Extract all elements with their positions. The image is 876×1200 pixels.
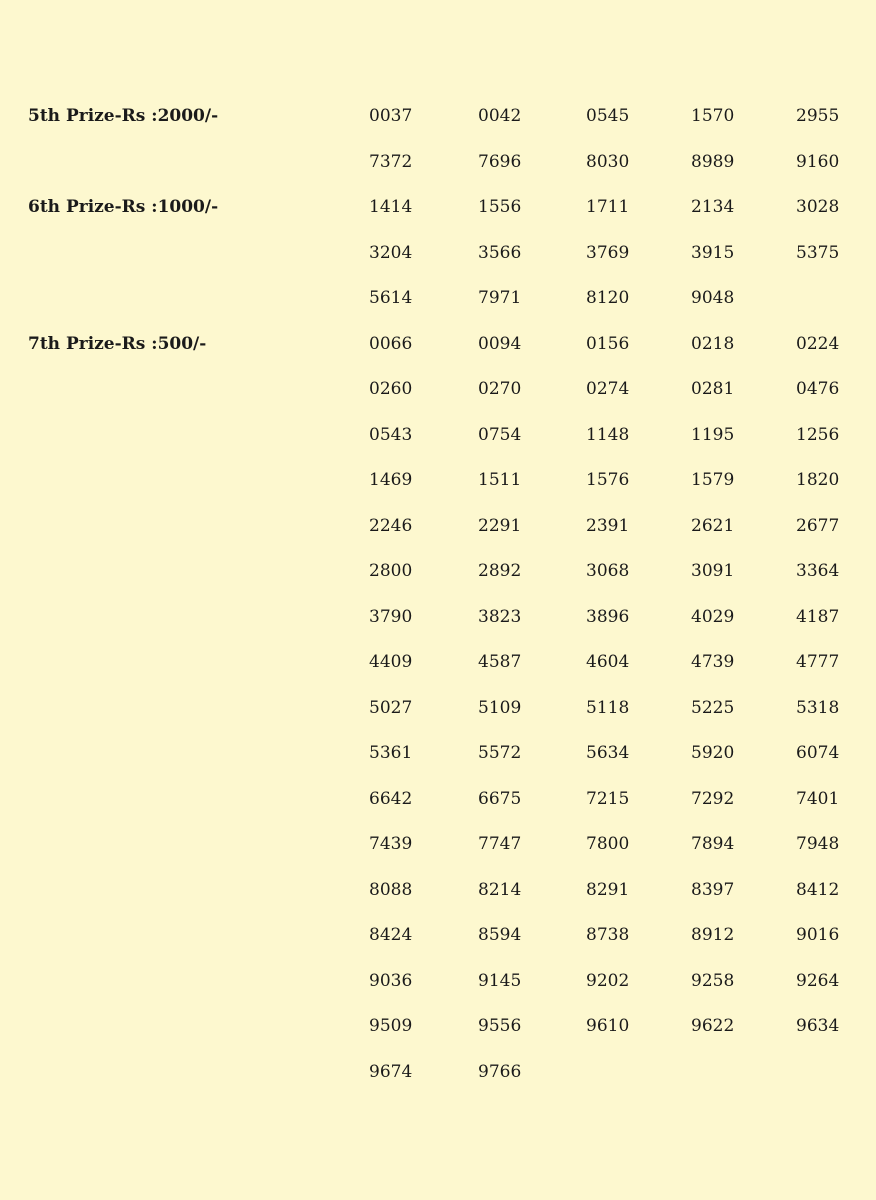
winning-number: 1711 <box>586 197 630 217</box>
winning-number: 1256 <box>796 424 840 445</box>
winning-number: 9556 <box>478 1016 522 1036</box>
number-row <box>0 288 876 308</box>
winning-number: 9048 <box>691 288 735 308</box>
winning-number: 5225 <box>691 697 735 718</box>
prize-label: 7th Prize-Rs :500/- <box>28 333 207 354</box>
winning-number: 0281 <box>691 379 735 399</box>
number-row <box>0 1016 876 1036</box>
winning-number: 9610 <box>586 1016 630 1036</box>
winning-number: 7948 <box>796 834 840 854</box>
winning-number: 7401 <box>796 788 840 809</box>
winning-number: 9674 <box>369 1061 413 1082</box>
winning-number: 2955 <box>796 106 840 126</box>
winning-number: 4409 <box>369 652 413 672</box>
number-row <box>0 789 876 809</box>
number-row <box>0 197 876 217</box>
winning-number: 0545 <box>586 106 630 126</box>
winning-number: 4604 <box>586 652 630 672</box>
prize-label: 6th Prize-Rs :1000/- <box>28 197 219 217</box>
winning-number: 5361 <box>369 743 413 763</box>
winning-number: 9160 <box>796 151 840 172</box>
winning-number: 8397 <box>691 879 735 900</box>
number-row <box>0 698 876 718</box>
winning-number: 3769 <box>586 242 630 263</box>
winning-number: 5118 <box>586 697 630 718</box>
winning-number: 8989 <box>691 151 735 172</box>
winning-number: 1576 <box>586 470 630 490</box>
winning-number: 1820 <box>796 470 840 490</box>
winning-number: 0270 <box>478 379 522 399</box>
winning-number: 2800 <box>369 561 413 581</box>
number-row <box>0 516 876 536</box>
winning-number: 8412 <box>796 879 840 900</box>
winning-number: 7439 <box>369 834 413 854</box>
winning-number: 3204 <box>369 242 413 263</box>
winning-number: 9145 <box>478 970 522 991</box>
number-row <box>0 834 876 854</box>
number-row <box>0 743 876 763</box>
winning-number: 1469 <box>369 470 413 490</box>
winning-number: 2621 <box>691 515 735 536</box>
winning-number: 5027 <box>369 697 413 718</box>
number-row <box>0 607 876 627</box>
winning-number: 0066 <box>369 333 413 354</box>
winning-number: 1579 <box>691 470 735 490</box>
winning-number: 9766 <box>478 1061 522 1082</box>
number-row <box>0 334 876 354</box>
winning-number: 3091 <box>691 561 735 581</box>
winning-number: 8594 <box>478 925 522 945</box>
winning-number: 1195 <box>691 424 735 445</box>
winning-number: 8120 <box>586 288 630 308</box>
winning-number: 0754 <box>478 424 522 445</box>
number-row <box>0 880 876 900</box>
winning-number: 0156 <box>586 333 630 354</box>
winning-number: 2246 <box>369 515 413 536</box>
winning-number: 1556 <box>478 197 522 217</box>
winning-number: 9509 <box>369 1016 413 1036</box>
winning-number: 0260 <box>369 379 413 399</box>
winning-number: 8738 <box>586 925 630 945</box>
winning-number: 0042 <box>478 106 522 126</box>
winning-number: 3068 <box>586 561 630 581</box>
number-row <box>0 925 876 945</box>
winning-number: 0037 <box>369 106 413 126</box>
winning-number: 9264 <box>796 970 840 991</box>
winning-number: 4587 <box>478 652 522 672</box>
number-row <box>0 152 876 172</box>
winning-number: 4777 <box>796 652 840 672</box>
winning-number: 5634 <box>586 743 630 763</box>
winning-number: 5375 <box>796 242 840 263</box>
winning-number: 8424 <box>369 925 413 945</box>
winning-number: 5318 <box>796 697 840 718</box>
winning-number: 0543 <box>369 424 413 445</box>
winning-number: 1414 <box>369 197 413 217</box>
winning-number: 9622 <box>691 1016 735 1036</box>
winning-number: 4739 <box>691 652 735 672</box>
winning-number: 5109 <box>478 697 522 718</box>
winning-number: 3915 <box>691 242 735 263</box>
winning-number: 0224 <box>796 333 840 354</box>
winning-number: 3790 <box>369 606 413 627</box>
winning-number: 2291 <box>478 515 522 536</box>
winning-number: 7215 <box>586 788 630 809</box>
winning-number: 9202 <box>586 970 630 991</box>
winning-number: 8912 <box>691 925 735 945</box>
winning-number: 2134 <box>691 197 735 217</box>
winning-number: 3364 <box>796 561 840 581</box>
winning-number: 9258 <box>691 970 735 991</box>
winning-number: 1148 <box>586 424 630 445</box>
winning-number: 6675 <box>478 788 522 809</box>
number-row <box>0 1062 876 1082</box>
winning-number: 2391 <box>586 515 630 536</box>
winning-number: 4029 <box>691 606 735 627</box>
winning-number: 1570 <box>691 106 735 126</box>
winning-number: 5614 <box>369 288 413 308</box>
winning-number: 2892 <box>478 561 522 581</box>
number-row <box>0 425 876 445</box>
number-row <box>0 106 876 126</box>
number-row <box>0 652 876 672</box>
winning-number: 8291 <box>586 879 630 900</box>
winning-number: 9634 <box>796 1016 840 1036</box>
winning-number: 7696 <box>478 151 522 172</box>
winning-number: 0476 <box>796 379 840 399</box>
winning-number: 3028 <box>796 197 840 217</box>
winning-number: 4187 <box>796 606 840 627</box>
winning-number: 8214 <box>478 879 522 900</box>
number-row <box>0 243 876 263</box>
number-row <box>0 971 876 991</box>
number-row <box>0 470 876 490</box>
winning-number: 6642 <box>369 788 413 809</box>
winning-number: 8088 <box>369 879 413 900</box>
winning-number: 5920 <box>691 743 735 763</box>
winning-number: 2677 <box>796 515 840 536</box>
winning-number: 7800 <box>586 834 630 854</box>
winning-number: 3823 <box>478 606 522 627</box>
number-row <box>0 561 876 581</box>
winning-number: 9016 <box>796 925 840 945</box>
winning-number: 1511 <box>478 470 522 490</box>
winning-number: 0218 <box>691 333 735 354</box>
winning-number: 0274 <box>586 379 630 399</box>
winning-number: 7747 <box>478 834 522 854</box>
winning-number: 3896 <box>586 606 630 627</box>
winning-number: 7971 <box>478 288 522 308</box>
winning-number: 6074 <box>796 743 840 763</box>
winning-number: 0094 <box>478 333 522 354</box>
winning-number: 3566 <box>478 242 522 263</box>
winning-number: 9036 <box>369 970 413 991</box>
number-row <box>0 379 876 399</box>
winning-number: 5572 <box>478 743 522 763</box>
winning-number: 8030 <box>586 151 630 172</box>
winning-number: 7894 <box>691 834 735 854</box>
winning-number: 7372 <box>369 151 413 172</box>
prize-label: 5th Prize-Rs :2000/- <box>28 106 219 126</box>
winning-number: 7292 <box>691 788 735 809</box>
